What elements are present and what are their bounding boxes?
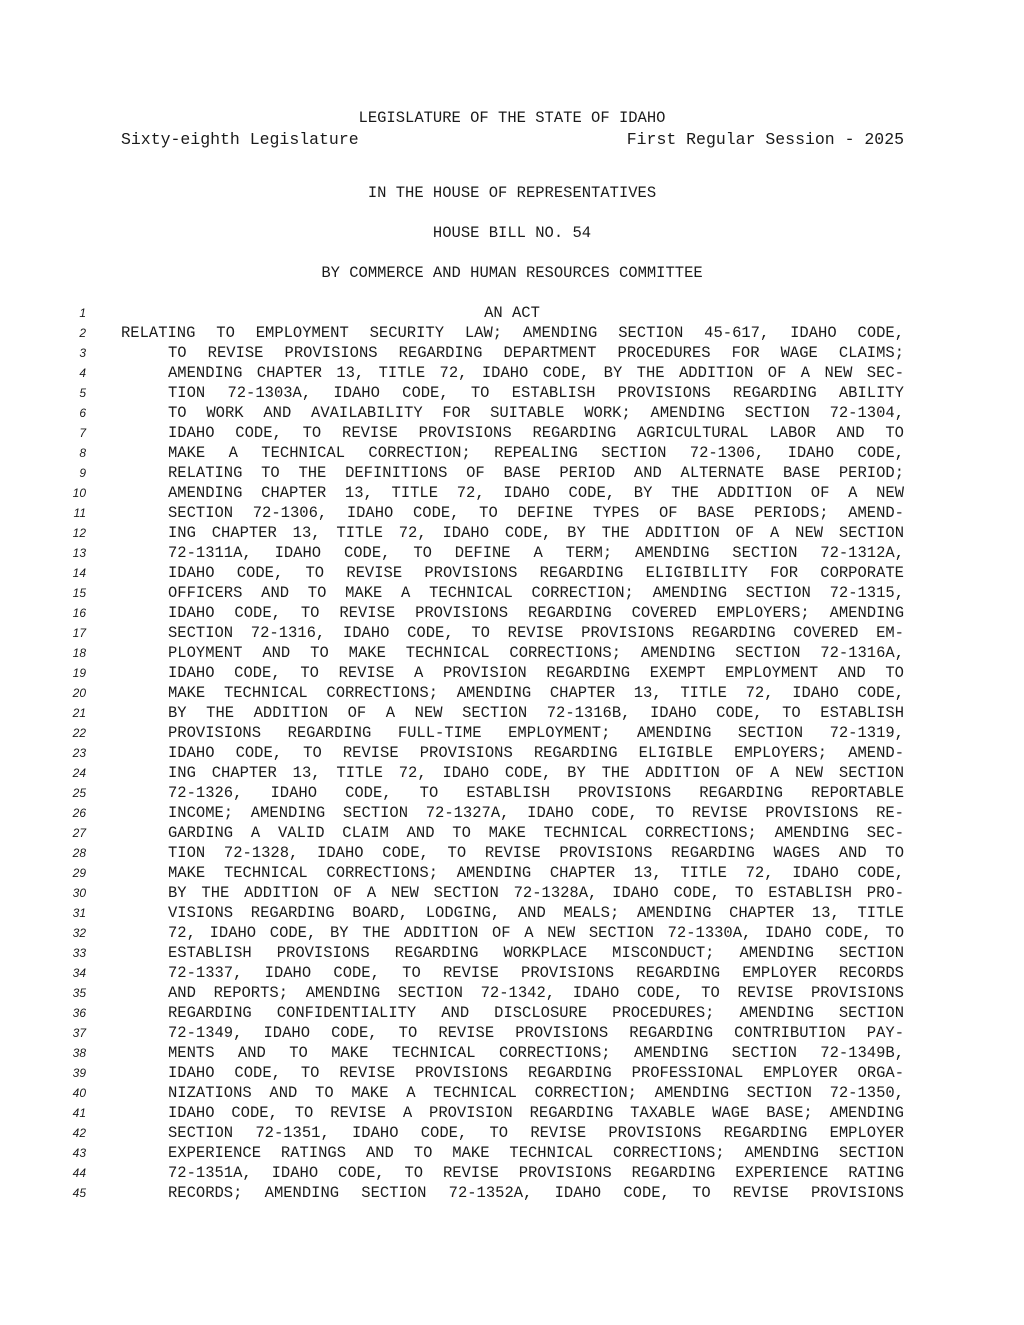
bill-text-line: TO WORK AND AVAILABILITY FOR SUITABLE WORK; AMENDING SECTION 72-1304, [168, 404, 904, 422]
line-number: 29 [72, 866, 86, 880]
session-name: First Regular Session - 2025 [626, 130, 904, 149]
line-number: 37 [72, 1026, 86, 1040]
bill-text-line: IDAHO CODE, TO REVISE PROVISIONS REGARDING ELIGIBLE EMPLOYERS; AMEND- [168, 744, 904, 762]
chamber-heading: IN THE HOUSE OF REPRESENTATIVES [367, 184, 657, 202]
bill-text-line: ESTABLISH PROVISIONS REGARDING WORKPLACE MISCONDUCT; AMENDING SECTION [168, 944, 904, 962]
line-number: 40 [72, 1086, 86, 1100]
bill-text-line: 72, IDAHO CODE, BY THE ADDITION OF A NEW SECTION 72-1330A, IDAHO CODE, TO [168, 924, 904, 942]
line-number: 43 [72, 1146, 86, 1160]
line-number: 23 [72, 746, 86, 760]
bill-text-line: IDAHO CODE, TO REVISE PROVISIONS REGARDING ELIGIBILITY FOR CORPORATE [168, 564, 904, 582]
line-number: 5 [79, 386, 86, 400]
bill-text-line: PROVISIONS REGARDING FULL-TIME EMPLOYMENT; AMENDING SECTION 72-1319, [168, 724, 904, 742]
bill-text-line: INCOME; AMENDING SECTION 72-1327A, IDAHO CODE, TO REVISE PROVISIONS RE- [168, 804, 904, 822]
bill-text-line: RECORDS; AMENDING SECTION 72-1352A, IDAHO CODE, TO REVISE PROVISIONS [168, 1184, 904, 1202]
bill-text-line: TO REVISE PROVISIONS REGARDING DEPARTMENT PROCEDURES FOR WAGE CLAIMS; [168, 344, 904, 362]
bill-text-line: 72-1326, IDAHO CODE, TO ESTABLISH PROVISIONS REGARDING REPORTABLE [168, 784, 904, 802]
sponsor-line: BY COMMERCE AND HUMAN RESOURCES COMMITTEE [321, 264, 703, 282]
bill-text-line: AND REPORTS; AMENDING SECTION 72-1342, IDAHO CODE, TO REVISE PROVISIONS [168, 984, 904, 1002]
line-number: 19 [72, 666, 86, 680]
bill-text-line: MAKE A TECHNICAL CORRECTION; REPEALING SECTION 72-1306, IDAHO CODE, [168, 444, 904, 462]
bill-text-line: AMENDING CHAPTER 13, TITLE 72, IDAHO CODE, BY THE ADDITION OF A NEW SEC- [168, 364, 904, 382]
bill-text-line: OFFICERS AND TO MAKE A TECHNICAL CORRECTION; AMENDING SECTION 72-1315, [168, 584, 904, 602]
line-number: 7 [79, 426, 86, 440]
line-number: 3 [79, 346, 86, 360]
line-number: 35 [72, 986, 86, 1000]
line-number: 24 [72, 766, 86, 780]
line-number: 16 [72, 606, 86, 620]
legislature-heading: LEGISLATURE OF THE STATE OF IDAHO [358, 109, 666, 127]
bill-text-line: SECTION 72-1316, IDAHO CODE, TO REVISE PROVISIONS REGARDING COVERED EM- [168, 624, 904, 642]
bill-text-line: EXPERIENCE RATINGS AND TO MAKE TECHNICAL CORRECTIONS; AMENDING SECTION [168, 1144, 904, 1162]
line-number: 30 [72, 886, 86, 900]
line-number: 2 [79, 326, 86, 340]
line-number: 39 [72, 1066, 86, 1080]
line-number: 14 [72, 566, 86, 580]
bill-number: HOUSE BILL NO. 54 [432, 224, 592, 242]
line-number: 32 [72, 926, 86, 940]
bill-text-line: RELATING TO THE DEFINITIONS OF BASE PERIOD AND ALTERNATE BASE PERIOD; [168, 464, 904, 482]
line-number: 27 [72, 826, 86, 840]
line-number: 26 [72, 806, 86, 820]
line-number: 22 [72, 726, 86, 740]
bill-text-line: 72-1337, IDAHO CODE, TO REVISE PROVISIONS REGARDING EMPLOYER RECORDS [168, 964, 904, 982]
bill-text-line: MAKE TECHNICAL CORRECTIONS; AMENDING CHAPTER 13, TITLE 72, IDAHO CODE, [168, 864, 904, 882]
line-number: 18 [72, 646, 86, 660]
bill-text-line: RELATING TO EMPLOYMENT SECURITY LAW; AMENDING SECTION 45-617, IDAHO CODE, [121, 324, 904, 342]
bill-text-line: TION 72-1303A, IDAHO CODE, TO ESTABLISH PROVISIONS REGARDING ABILITY [168, 384, 904, 402]
line-number: 17 [72, 626, 86, 640]
bill-text-line: IDAHO CODE, TO REVISE A PROVISION REGARDING TAXABLE WAGE BASE; AMENDING [168, 1104, 904, 1122]
bill-text-line: TION 72-1328, IDAHO CODE, TO REVISE PROVISIONS REGARDING WAGES AND TO [168, 844, 904, 862]
bill-text-line: BY THE ADDITION OF A NEW SECTION 72-1328A, IDAHO CODE, TO ESTABLISH PRO- [168, 884, 904, 902]
line-number: 21 [72, 706, 86, 720]
session-line [121, 130, 904, 150]
line-number: 33 [72, 946, 86, 960]
bill-text-line: MENTS AND TO MAKE TECHNICAL CORRECTIONS; AMENDING SECTION 72-1349B, [168, 1044, 904, 1062]
bill-text-line: ING CHAPTER 13, TITLE 72, IDAHO CODE, BY THE ADDITION OF A NEW SECTION [168, 764, 904, 782]
bill-text-line: 72-1349, IDAHO CODE, TO REVISE PROVISIONS REGARDING CONTRIBUTION PAY- [168, 1024, 904, 1042]
line-number: 10 [72, 486, 86, 500]
line-number: 34 [72, 966, 86, 980]
bill-text-line: IDAHO CODE, TO REVISE A PROVISION REGARDING EXEMPT EMPLOYMENT AND TO [168, 664, 904, 682]
line-number: 36 [72, 1006, 86, 1020]
line-number: 11 [73, 506, 86, 520]
line-number: 12 [72, 526, 86, 540]
line-number: 31 [72, 906, 86, 920]
bill-text-line: PLOYMENT AND TO MAKE TECHNICAL CORRECTIONS; AMENDING SECTION 72-1316A, [168, 644, 904, 662]
line-number: 45 [72, 1186, 86, 1200]
line-number: 4 [79, 366, 86, 380]
line-number: 38 [72, 1046, 86, 1060]
bill-text-line: MAKE TECHNICAL CORRECTIONS; AMENDING CHAPTER 13, TITLE 72, IDAHO CODE, [168, 684, 904, 702]
line-number: 6 [79, 406, 86, 420]
bill-text-line: 72-1351A, IDAHO CODE, TO REVISE PROVISIONS REGARDING EXPERIENCE RATING [168, 1164, 904, 1182]
line-number: 41 [72, 1106, 86, 1120]
line-number: 20 [72, 686, 86, 700]
bill-text-line: IDAHO CODE, TO REVISE PROVISIONS REGARDING COVERED EMPLOYERS; AMENDING [168, 604, 904, 622]
line-number: 42 [72, 1126, 86, 1140]
bill-text-line: REGARDING CONFIDENTIALITY AND DISCLOSURE PROCEDURES; AMENDING SECTION [168, 1004, 904, 1022]
bill-text-line: BY THE ADDITION OF A NEW SECTION 72-1316B, IDAHO CODE, TO ESTABLISH [168, 704, 904, 722]
bill-text-line: GARDING A VALID CLAIM AND TO MAKE TECHNICAL CORRECTIONS; AMENDING SEC- [168, 824, 904, 842]
bill-text-line: VISIONS REGARDING BOARD, LODGING, AND MEALS; AMENDING CHAPTER 13, TITLE [168, 904, 904, 922]
bill-text-line: SECTION 72-1306, IDAHO CODE, TO DEFINE TYPES OF BASE PERIODS; AMEND- [168, 504, 904, 522]
line-number: 1 [79, 306, 86, 320]
line-number: 13 [72, 546, 86, 560]
bill-text-line: AMENDING CHAPTER 13, TITLE 72, IDAHO CODE, BY THE ADDITION OF A NEW [168, 484, 904, 502]
bill-text-line: NIZATIONS AND TO MAKE A TECHNICAL CORRECTION; AMENDING SECTION 72-1350, [168, 1084, 904, 1102]
line-number: 8 [79, 446, 86, 460]
bill-text-line: IDAHO CODE, TO REVISE PROVISIONS REGARDING AGRICULTURAL LABOR AND TO [168, 424, 904, 442]
line-number: 28 [72, 846, 86, 860]
bill-text-line: 72-1311A, IDAHO CODE, TO DEFINE A TERM; AMENDING SECTION 72-1312A, [168, 544, 904, 562]
act-title: AN ACT [484, 304, 540, 322]
bill-text-line: ING CHAPTER 13, TITLE 72, IDAHO CODE, BY THE ADDITION OF A NEW SECTION [168, 524, 904, 542]
bill-text-line: SECTION 72-1351, IDAHO CODE, TO REVISE PROVISIONS REGARDING EMPLOYER [168, 1124, 904, 1142]
line-number: 15 [72, 586, 86, 600]
line-number: 25 [72, 786, 86, 800]
line-number: 9 [79, 466, 86, 480]
line-number: 44 [72, 1166, 86, 1180]
bill-text-line: IDAHO CODE, TO REVISE PROVISIONS REGARDING PROFESSIONAL EMPLOYER ORGA- [168, 1064, 904, 1082]
legislature-number: Sixty-eighth Legislature [121, 130, 359, 149]
